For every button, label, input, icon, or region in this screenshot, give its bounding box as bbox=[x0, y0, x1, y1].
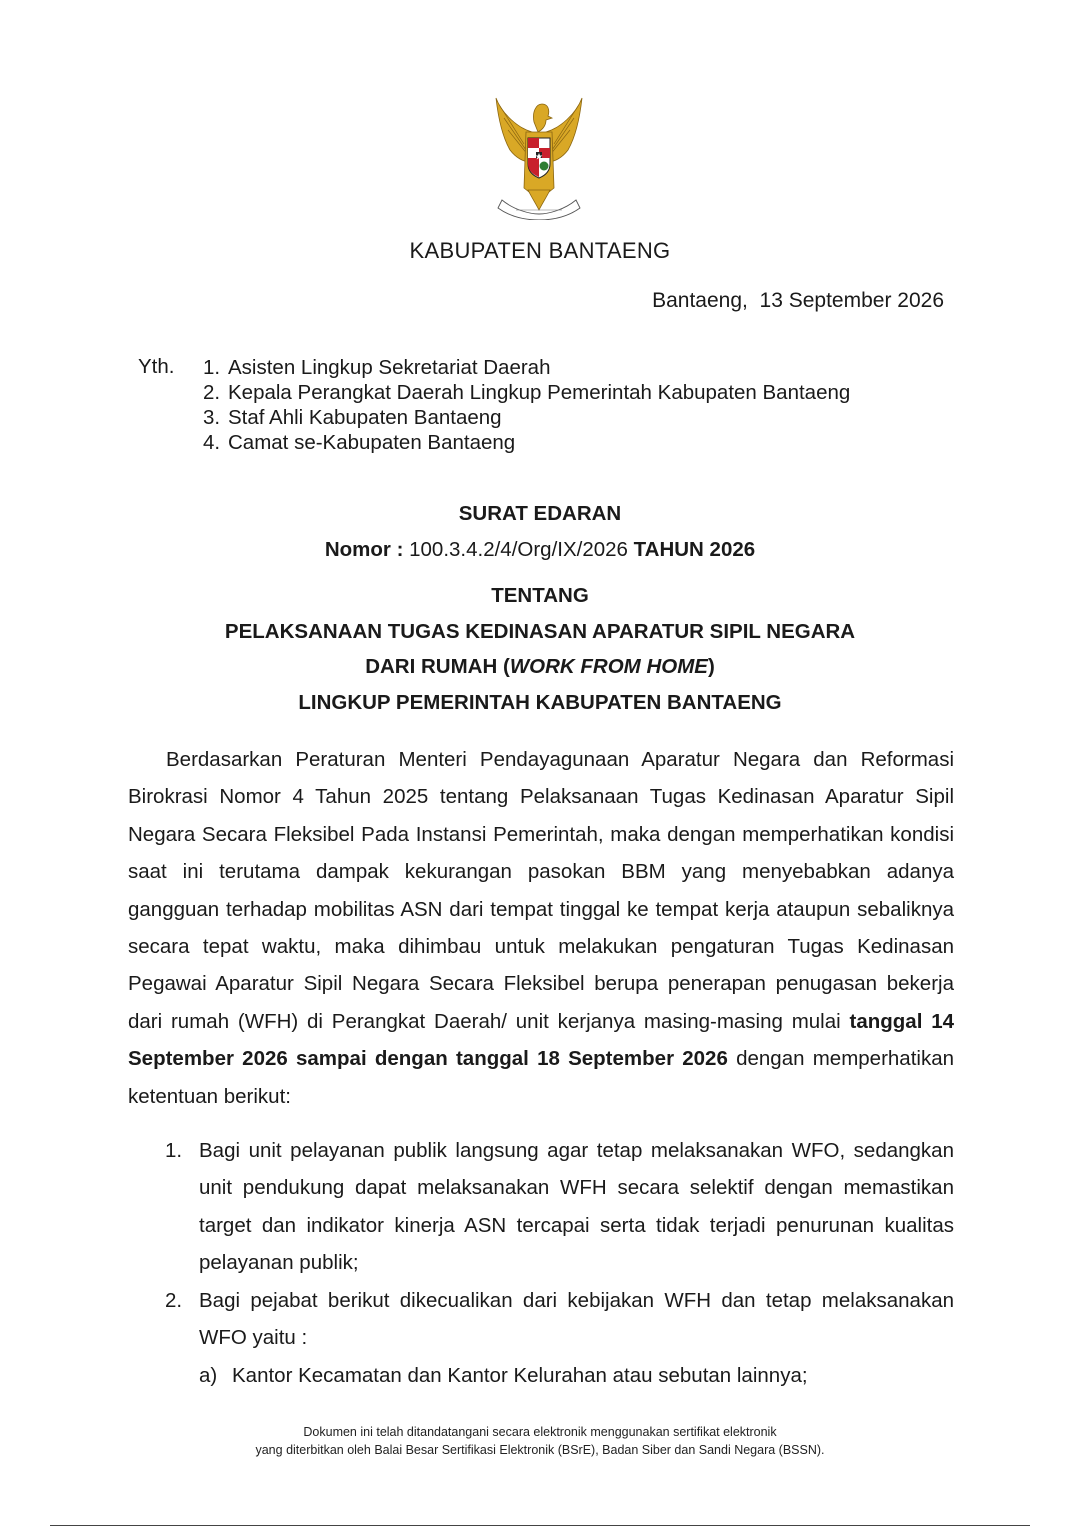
page-divider bbox=[50, 1525, 1030, 1526]
footer-line: Dokumen ini telah ditandatangani secara elektronik menggunakan sertifikat elektronik bbox=[303, 1425, 777, 1439]
recipient-list bbox=[203, 355, 850, 455]
letter-date: Bantaeng, 13 September 2026 bbox=[652, 289, 944, 312]
garuda-pancasila-emblem bbox=[488, 92, 590, 220]
doc-type-heading: SURAT EDARAN bbox=[458, 502, 622, 525]
subject-line-2: DARI RUMAH (WORK FROM HOME) bbox=[365, 655, 715, 678]
about-heading: TENTANG bbox=[491, 584, 589, 607]
recipient-item: 2. Kepala Perangkat Daerah Lingkup Pemerintah Kabupaten Bantaeng bbox=[203, 381, 851, 404]
recipient-item: 1. Asisten Lingkup Sekretariat Daerah bbox=[203, 356, 551, 379]
number-year: TAHUN 2026 bbox=[633, 538, 756, 561]
recipient-item: 3. Staf Ahli Kabupaten Bantaeng bbox=[203, 406, 502, 429]
subject-line-3: LINGKUP PEMERINTAH KABUPATEN BANTAENG bbox=[298, 691, 782, 714]
date-range: tanggal 14 September 2026 sampai dengan tanggal 18 September 2026 bbox=[128, 1009, 954, 1071]
doc-number bbox=[0, 538, 1080, 562]
number-value: 100.3.4.2/4/Org/IX/2026 bbox=[409, 538, 628, 561]
subject-line-1: PELAKSANAAN TUGAS KEDINASAN APARATUR SIPIL NEGARA bbox=[224, 620, 856, 643]
body-paragraph: Berdasarkan Peraturan Menteri Pendayagunaan Aparatur Negara dan Reformasi Birokrasi Nomor 4 Tahun 2025 tentang Pelaksanaan Tugas Kedinasan Aparatur Sipil Negara Secara Fleksibel Pada Instansi Pemerintah, maka dengan memperhatikan kondisi saat ini terutama dampak kekurangan pasokan BBM yang menyebabkan adanya gangguan terhadap mobilitas ASN dari tempat tinggal ke tempat kerja ataupun sebaliknya secara tepat waktu, maka dihimbau untuk melakukan pengaturan Tugas Kedinasan Pegawai Aparatur Sipil Negara Secara Fleksibel berupa penerapan penugasan bekerja dari rumah (WFH) di Perangkat Daerah/ unit kerjanya masing-masing mulai tanggal 14 September 2026 sampai dengan tanggal 18 September 2026 dengan memperhatikan ketentuan berikut: bbox=[128, 748, 955, 1108]
number-label: Nomor : bbox=[324, 538, 404, 561]
provision-item: 1. Bagi unit pelayanan publik langsung agar tetap melaksanakan WFO, sedangkan unit pendukung dapat melaksanakan WFH secara selektif dengan memastikan target dan indikator kinerja ASN tercapai serta tidak terjadi penurunan kualitas pelayanan publik; bbox=[165, 1139, 954, 1275]
region-heading: KABUPATEN BANTAENG bbox=[409, 238, 671, 263]
e-signature-footer bbox=[0, 1423, 1080, 1459]
addressee-label: Yth. bbox=[138, 355, 175, 378]
recipient-item: 4. Camat se-Kabupaten Bantaeng bbox=[203, 431, 516, 454]
provision-sub-item: a) Kantor Kecamatan dan Kantor Kelurahan atau sebutan lainnya; bbox=[199, 1364, 808, 1387]
provision-item: 2. Bagi pejabat berikut dikecualikan dari kebijakan WFH dan tetap melaksanakan WFO yaitu : bbox=[165, 1289, 954, 1350]
footer-line: yang diterbitkan oleh Balai Besar Sertifikasi Elektronik (BSrE), Badan Siber dan Sandi Negara (BSSN). bbox=[255, 1443, 825, 1457]
